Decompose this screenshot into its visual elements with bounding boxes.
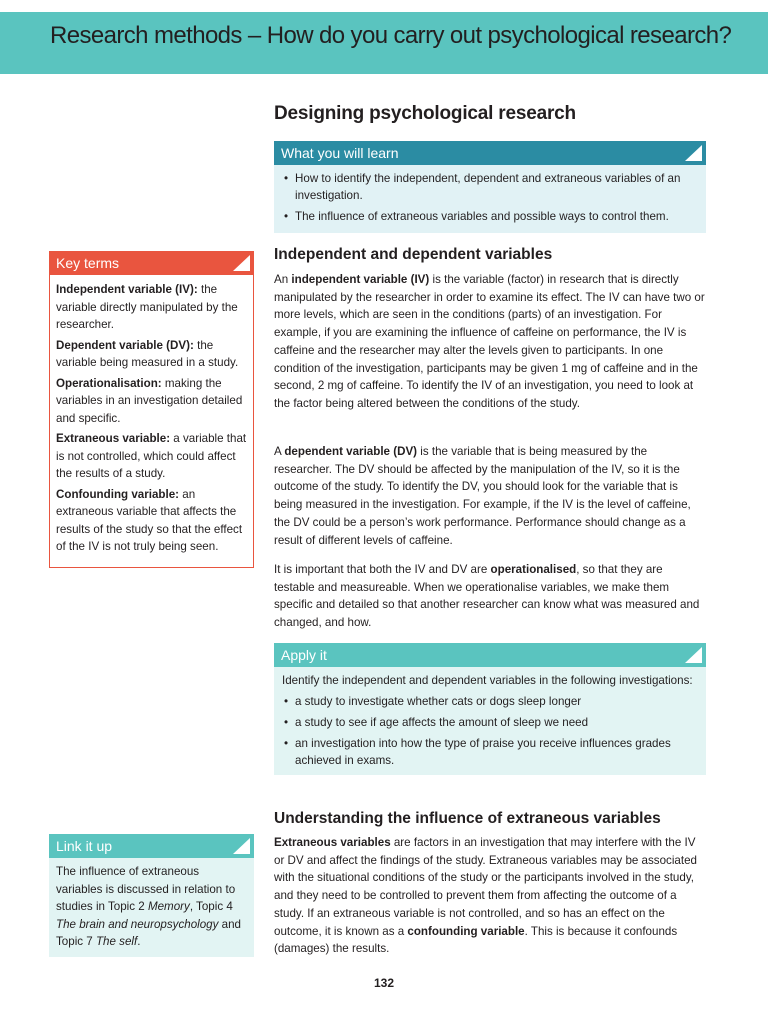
apply-it-heading <box>274 643 706 667</box>
key-term-entry <box>56 281 247 334</box>
learn-box-heading <box>274 141 706 165</box>
key-term-entry <box>56 486 247 556</box>
chapter-title: Research methods – How do you carry out psychological research? <box>50 22 732 49</box>
key-terms-heading <box>49 251 254 275</box>
corner-triangle-icon <box>233 838 250 854</box>
list-item: • a study to see if age affects the amount of sleep we need <box>282 714 698 731</box>
corner-triangle-icon <box>685 647 702 663</box>
list-item: • a study to investigate whether cats or dogs sleep longer <box>282 693 698 710</box>
key-term-definition: an extraneous variable that affects the results of the study so that the effect of the IV is not truly being seen. <box>56 487 243 553</box>
ivdv-heading: Independent and dependent variables <box>274 246 553 263</box>
list-item: • an investigation into how the type of praise you receive influences grades achieved in exams. <box>282 735 698 769</box>
key-term: Extraneous variable: <box>56 432 171 445</box>
apply-it-body <box>274 667 706 775</box>
corner-triangle-icon <box>685 145 702 161</box>
key-term-entry <box>56 375 247 428</box>
key-term-entry <box>56 430 247 483</box>
key-term-definition: the variable directly manipulated by the researcher. <box>56 283 238 331</box>
key-term: Operationalisation: <box>56 376 162 390</box>
page-number: 132 <box>373 976 395 990</box>
section-title: Designing psychological research <box>274 103 576 124</box>
link-it-up-heading-text: Link it up <box>56 838 113 854</box>
extraneous-paragraph: Extraneous variables are factors in an investigation that may interfere with the IV or DV and affect the findings of the study. Extraneous variables may be associated with the situational conditions of the study or the participants involved in the study, and they need to be controlled to prevent them from affecting the outcome of a study. If an extraneous variable is not controlled, and so has an effect on the outcome, it is known as a confounding variable. This is because it confounds (damages) the results. <box>274 836 697 956</box>
link-it-up-heading <box>49 834 254 858</box>
corner-triangle-icon <box>233 255 250 271</box>
apply-it-intro: Identify the independent and dependent variables in the following investigations: <box>282 674 693 687</box>
apply-it-heading-text: Apply it <box>281 647 327 663</box>
key-term-definition: a variable that is not controlled, which could affect the results of a study. <box>56 432 247 480</box>
learn-box <box>274 141 706 233</box>
key-terms-heading-text: Key terms <box>56 255 120 271</box>
key-term: Dependent variable (DV): <box>56 338 194 352</box>
apply-it-box <box>274 643 706 775</box>
key-term: Confounding variable: <box>56 487 180 501</box>
key-term: Independent variable (IV): <box>56 283 198 296</box>
list-item: • How to identify the independent, dependent and extraneous variables of an investigation. <box>282 170 698 204</box>
key-terms-box <box>49 251 254 568</box>
key-term-definition: the variable being measured in a study. <box>56 338 239 369</box>
ivdv-paragraph-2: A dependent variable (DV) is the variable that is being measured by the researcher. The DV should be affected by the manipulation of the IV, so it is the outcome of the study. To identify the DV, you should look for the variable that is being measured in the investigation. For example, if the IV is the level of caffeine, the DV could be a person’s work performance. Performance should change as a result of different levels of caffeine. <box>274 445 691 547</box>
learn-box-body <box>274 165 706 233</box>
link-it-up-box <box>49 834 254 957</box>
extraneous-heading: Understanding the influence of extraneous variables <box>274 810 661 827</box>
key-term-entry <box>56 337 247 372</box>
ivdv-paragraph-1: An independent variable (IV) is the variable (factor) in research that is directly manipulated by the researcher in order to examine its effect. The IV can have two or more levels, which are seen in the conditions (parts) of an investigation. For example, if you are examining the influence of caffeine on performance, the IV is caffeine and the researcher may alter the levels given to participants. In one condition of the investigation, participants may be given 1 mg of caffeine and in the second, 2 mg of caffeine. To identify the IV of an investigation, you need to look at the factor being altered between the conditions of the study. <box>274 273 705 410</box>
learn-box-heading-text: What you will learn <box>281 145 399 161</box>
list-item: • The influence of extraneous variables and possible ways to control them. <box>282 208 698 225</box>
link-it-up-body: The influence of extraneous variables is discussed in relation to studies in Topic 2 Memory, Topic 4 The brain and neuropsychology and Topic 7 The self. <box>49 858 254 957</box>
ivdv-paragraph-3: It is important that both the IV and DV are operationalised, so that they are testable and measureable. When we operationalise variables, we make them specific and detailed so that another researcher can know what was measured and changed, and how. <box>274 563 700 630</box>
key-terms-body <box>50 275 253 567</box>
key-term-definition: making the variables in an investigation detailed and specific. <box>56 376 243 425</box>
